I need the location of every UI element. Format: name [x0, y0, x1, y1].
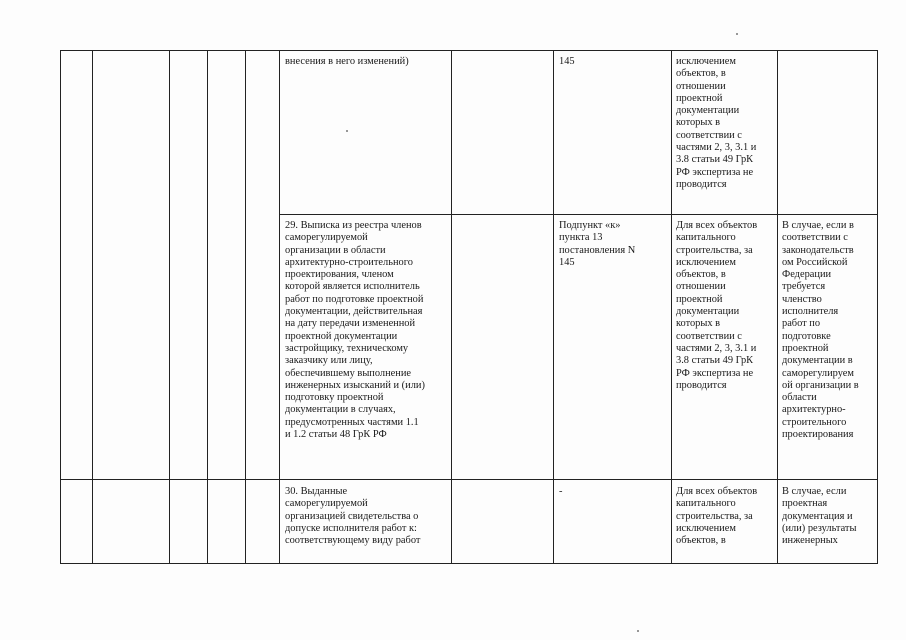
scan-speck	[637, 630, 639, 632]
table-column-rule	[169, 50, 170, 564]
table-column-rule	[777, 50, 778, 564]
table-column-rule	[207, 50, 208, 564]
table-column-rule	[451, 50, 452, 564]
doc-name-cell: 29. Выписка из реестра членов саморегулируемой организации в области архитектурно-строительного проектирования, членом которой является исполнитель работ по подготовке проектной документации, действительная на дату передачи измененной проектной документации застройщику, техническому заказчику или лицу, обеспечившему выполнение инженерных изысканий и (или) подготовку проектной документации в случаях, предусмотренных частями 1.1 и 1.2 статьи 48 ГрК РФ	[285, 220, 425, 441]
note-cell: В случае, если в соответствии с законодательств ом Российской Федерации требуется членство исполнителя работ по подготовке проектной документации в саморегулируем ой организации в области архитектурно- строительного проектирования	[782, 220, 859, 441]
legal-basis-cell: 145	[559, 56, 575, 67]
doc-name-cell: внесения в него изменений)	[285, 56, 409, 67]
legal-basis-cell: -	[559, 486, 563, 497]
note-cell: В случае, если проектная документация и (или) результаты инженерных	[782, 486, 857, 547]
applicable-objects-cell: Для всех объектов капитального строительства, за исключением объектов, в отношении проектной документации которых в соответствии с частями 2, 3, 3.1 и 3.8 статьи 49 ГрК РФ экспертиза не проводится	[676, 220, 758, 391]
table-row-rule	[60, 479, 878, 480]
legal-basis-cell: Подпункт «к» пункта 13 постановления N 145	[559, 220, 636, 268]
doc-name-cell: 30. Выданные саморегулируемой организацией свидетельства о допуске исполнителя работ к: соответствующему виду работ	[285, 486, 421, 547]
table-column-rule	[553, 50, 554, 564]
note-cell	[782, 56, 874, 206]
scan-speck	[736, 33, 738, 35]
table-column-rule	[60, 50, 61, 564]
table-row-rule	[60, 563, 878, 564]
scan-speck	[346, 130, 348, 132]
table-column-rule	[671, 50, 672, 564]
table-row-rule	[60, 50, 878, 51]
table-column-rule	[279, 50, 280, 564]
table-column-rule	[245, 50, 246, 564]
applicable-objects-cell: исключением объектов, в отношении проектной документации которых в соответствии с частями 2, 3, 3.1 и 3.8 статьи 49 ГрК РФ экспертиза не проводится	[676, 56, 757, 190]
table-row-rule	[279, 214, 878, 215]
table-column-rule	[877, 50, 878, 564]
applicable-objects-cell: Для всех объектов капитального строительства, за исключением объектов, в	[676, 486, 758, 547]
requirements-table	[60, 50, 878, 564]
table-column-rule	[92, 50, 93, 564]
